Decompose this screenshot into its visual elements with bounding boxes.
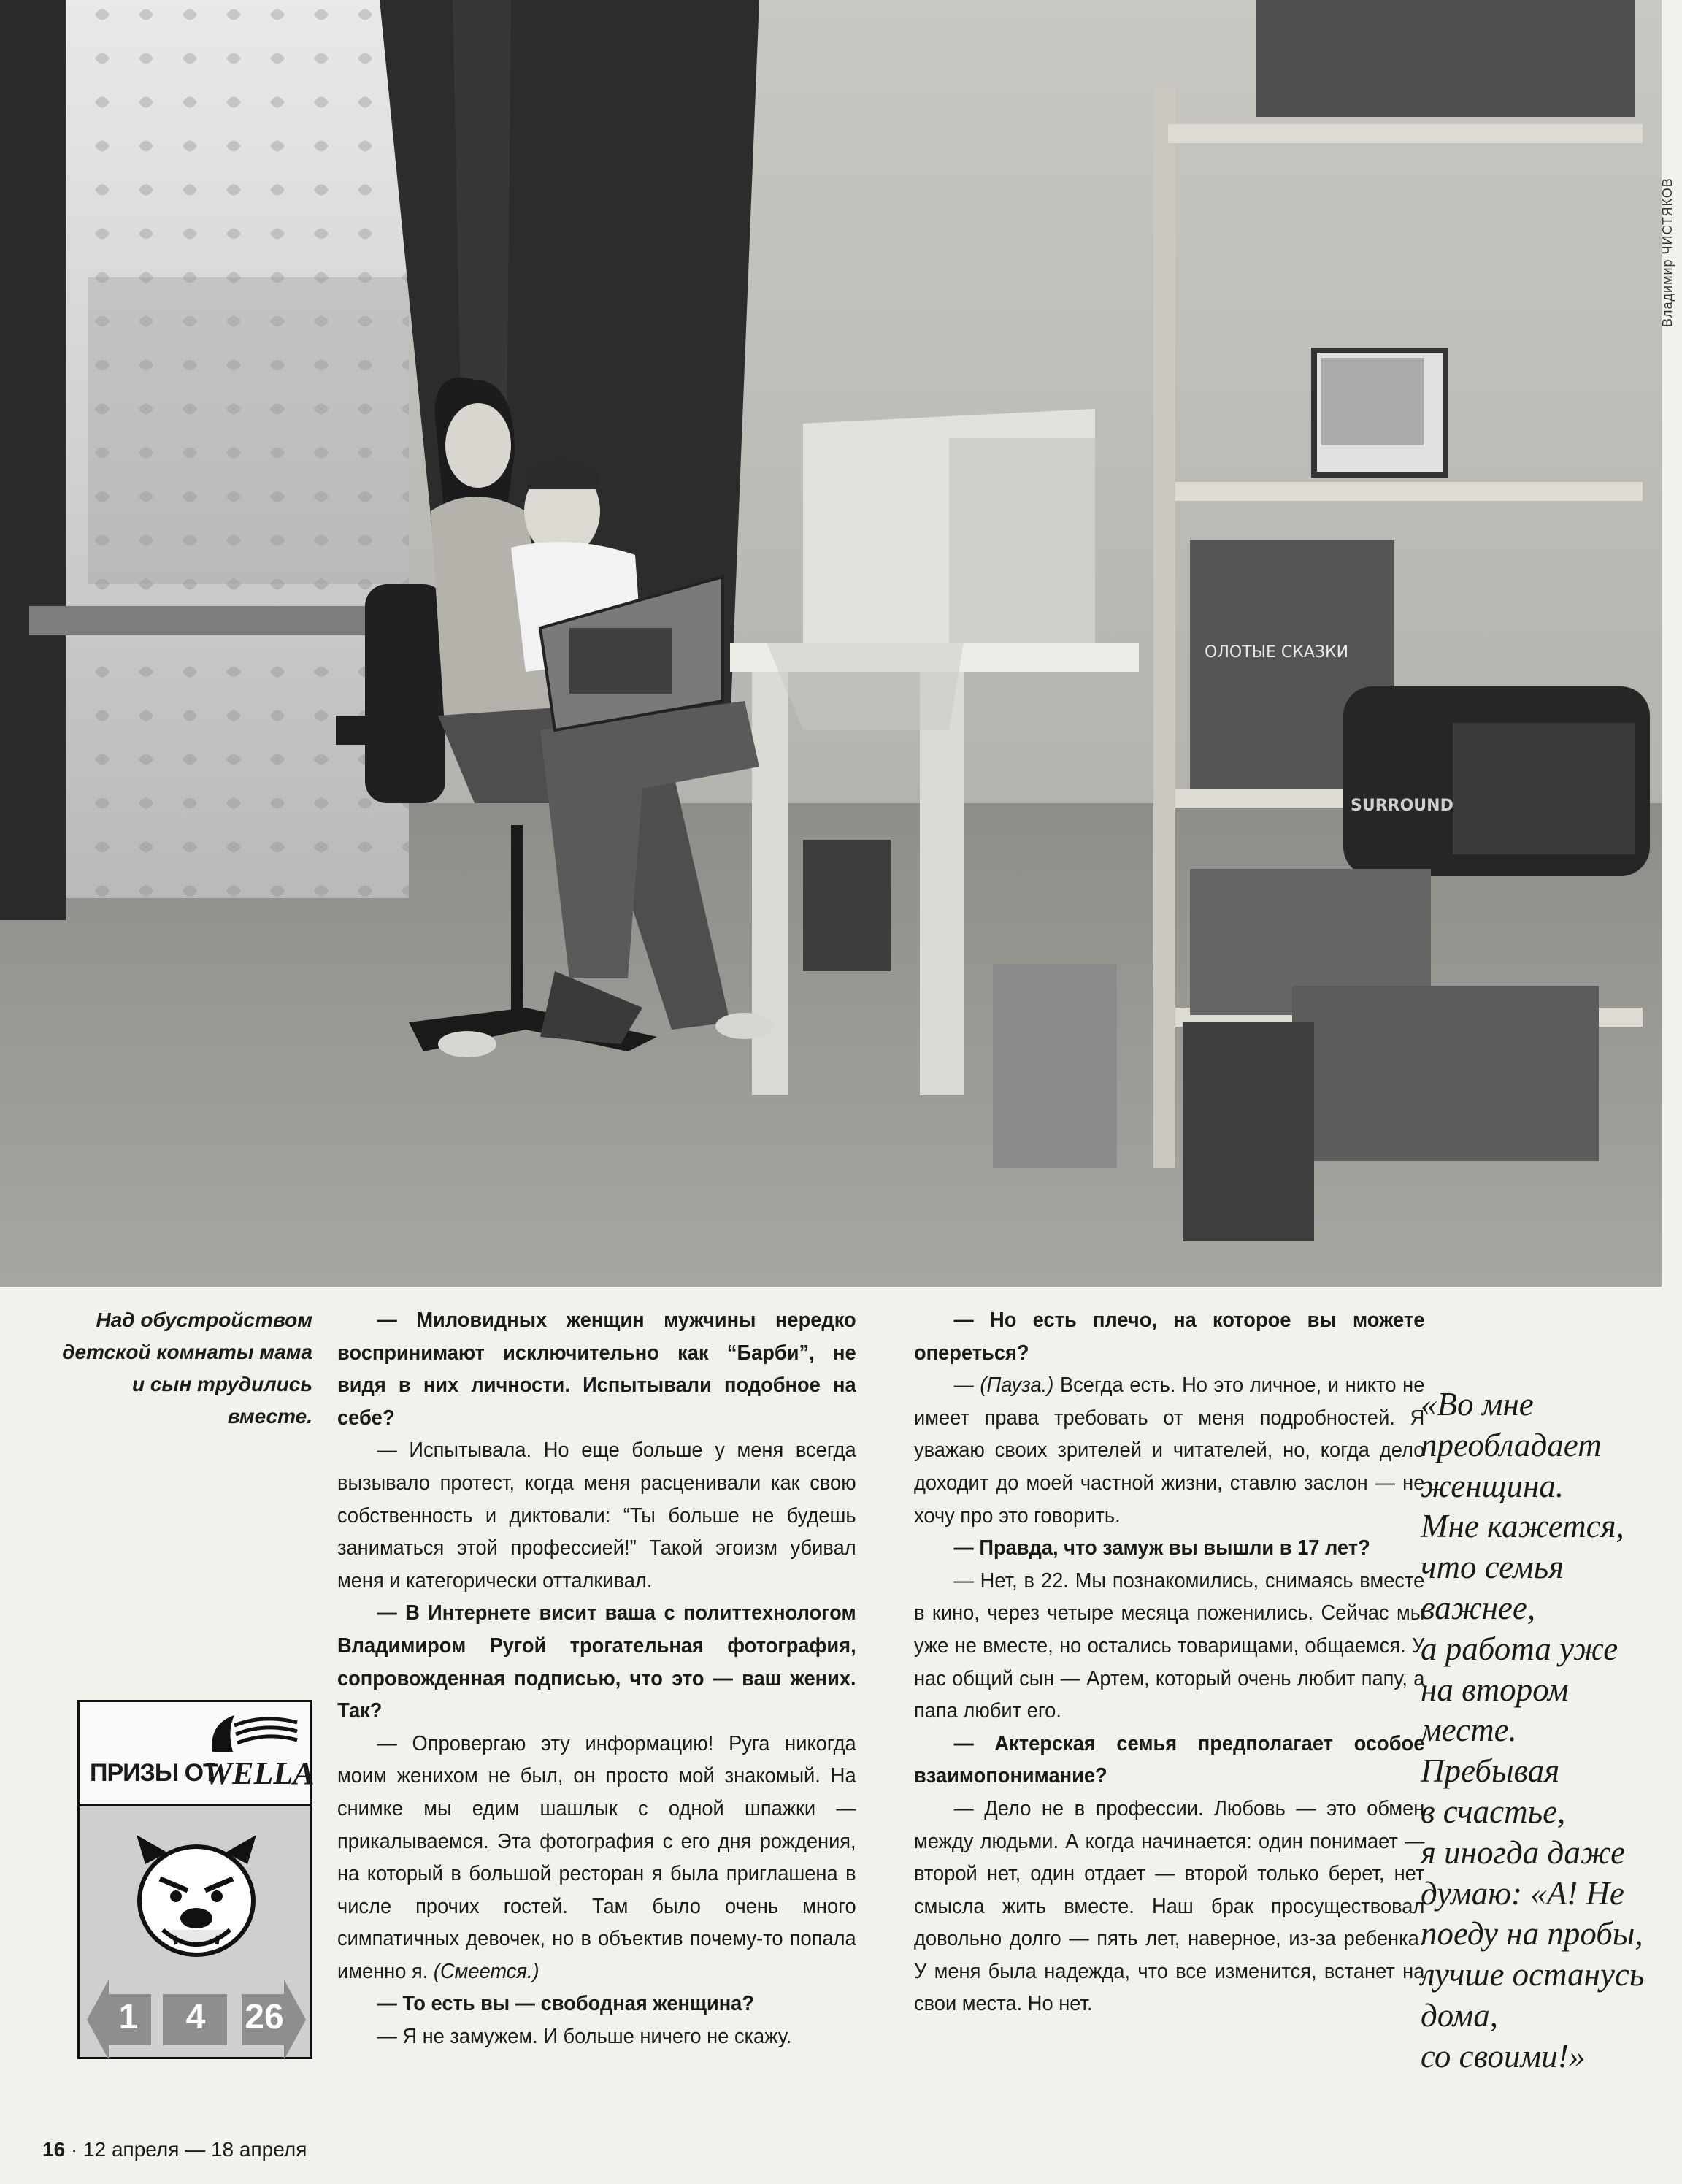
pull-quote-line: Мне кажется, bbox=[1421, 1508, 1624, 1545]
issue-dates: 12 апреля — 18 апреля bbox=[83, 2138, 307, 2161]
interview-answer: — Я не замужем. И больше ничего не скажу. bbox=[377, 2025, 792, 2049]
pull-quote-line: а работа уже bbox=[1421, 1630, 1618, 1667]
bulldog-icon bbox=[131, 1820, 262, 1966]
pull-quote-line: женщина. bbox=[1421, 1467, 1564, 1504]
pull-quote-line: месте. bbox=[1421, 1712, 1517, 1749]
interview-answer bbox=[337, 1728, 856, 1988]
pull-quote-line: преобладает bbox=[1421, 1426, 1602, 1463]
prizes-header bbox=[80, 1702, 315, 1806]
pull-quote bbox=[1421, 1384, 1669, 2077]
answer-remark: (Пауза.) bbox=[980, 1373, 1054, 1398]
answer-dash: — bbox=[953, 1373, 980, 1398]
article-column-2 bbox=[914, 1304, 1424, 2020]
pull-quote-line: поеду на пробы, bbox=[1421, 1915, 1643, 1953]
interview-answer: — Дело не в профессии. Любовь — это обмен между людьми. А когда начинается: один понимает — второй нет, один отдает — второй только берет, нет смысла жить вместе. Наш брак просуществовал довольно долго — пять лет, наверное, из-за ребенка. У меня была надежда, что все изменится, встанет на свои места. Но нет. bbox=[914, 1796, 1425, 2016]
pull-quote-line: лучше останусь bbox=[1421, 1956, 1645, 1993]
prize-number: 26 bbox=[245, 1998, 284, 2037]
caption-line: вместе. bbox=[227, 1405, 312, 1428]
wella-brand: WELLA bbox=[204, 1755, 315, 1791]
caption-line: и сын трудились bbox=[131, 1373, 312, 1395]
pull-quote-line: на втором bbox=[1421, 1671, 1569, 1708]
answer-text: Всегда есть. Но это личное, и никто не имеет права требовать от меня подробностей. Я уважаю своих зрителей и читателей, но, когда дело доходит до моей частной жизни, ставлю заслон — не хочу про это говорить. bbox=[914, 1373, 1425, 1528]
prize-number: 1 bbox=[118, 1998, 139, 2037]
article-column-1 bbox=[337, 1304, 856, 2053]
caption-line: Над обустройством bbox=[96, 1309, 312, 1331]
answer-text: — Опровергаю эту информацию! Руга никогда моим женихом не был, он просто мой знакомый. На снимке мы едим шашлык с одной шпажки — прикалываемся. Эта фотография с его дня рождения, на который в большой ресторан я была приглашена в числе прочих гостей. Там было очень много симпатичных девочек, но в объектив почему-то попала именно я. bbox=[337, 1731, 856, 1983]
interview-answer: — Испытывала. Но еще больше у меня всегда вызывало протест, когда меня расценивали как свою собственность и диктовали: “Ты больше не будешь заниматься этой профессией!” Такой эгоизм убивал меня и категорически отталкивал. bbox=[337, 1438, 856, 1593]
prizes-title: ПРИЗЫ ОТ bbox=[90, 1759, 218, 1787]
interview-answer: — Нет, в 22. Мы познакомились, снимаясь вместе в кино, через четыре месяца поженились. Сейчас мы уже не вместе, но остались товарищами, общаемся. У нас общий сын — Артем, который очень любит папу, а папа любит его. bbox=[914, 1568, 1425, 1723]
interview-question: — Актерская семья предполагает особое взаимопонимание? bbox=[914, 1731, 1425, 1788]
stereo-label: SURROUND bbox=[1351, 797, 1453, 815]
book-spine-label: ОЛОТЫЕ СКАЗКИ bbox=[1205, 643, 1349, 662]
photo-credit: Владимир ЧИСТЯКОВ bbox=[1660, 177, 1675, 327]
interview-question: — Правда, что замуж вы вышли в 17 лет? bbox=[953, 1536, 1370, 1560]
prize-numbers bbox=[87, 1980, 306, 2060]
page-footer bbox=[42, 2138, 307, 2161]
interview-answer bbox=[914, 1369, 1424, 1532]
pull-quote-line: в счастье, bbox=[1421, 1793, 1566, 1830]
pull-quote-line: что семья bbox=[1421, 1549, 1564, 1586]
page-number: 16 bbox=[42, 2138, 66, 2161]
interview-question: — То есть вы — свободная женщина? bbox=[377, 1992, 754, 2016]
interview-question: — Миловидных женщин мужчины нередко воспринимают исключительно как “Барби”, не видя в них личности. Испытывали подобное на себе? bbox=[337, 1309, 856, 1430]
answer-remark: (Смеется.) bbox=[433, 1959, 539, 1983]
pull-quote-line: думаю: «А! Не bbox=[1421, 1874, 1624, 1912]
caption-line: детской комнаты мама bbox=[62, 1341, 312, 1363]
pull-quote-line: я иногда даже bbox=[1421, 1834, 1626, 1871]
pull-quote-line: Пребывая bbox=[1421, 1752, 1560, 1790]
interview-question: — В Интернете висит ваша с политтехнологом Владимиром Ругой трогательная фотография, сопровожденная подписью, что это — ваш жених. Так? bbox=[337, 1601, 856, 1723]
prize-number: 4 bbox=[185, 1998, 206, 2037]
pull-quote-line: со своими!» bbox=[1421, 2037, 1586, 2074]
pull-quote-line: важнее, bbox=[1421, 1589, 1536, 1626]
prizes-box bbox=[77, 1700, 315, 2059]
footer-separator: · bbox=[70, 2138, 78, 2161]
wella-logo-icon bbox=[205, 1709, 300, 1755]
photo-caption bbox=[44, 1304, 312, 1433]
stereo-system bbox=[1343, 686, 1650, 876]
interview-question: — Но есть плечо, на которое вы можете опереться? bbox=[914, 1309, 1425, 1365]
pull-quote-line: «Во мне bbox=[1421, 1386, 1534, 1422]
pull-quote-line: дома, bbox=[1421, 1996, 1499, 2034]
